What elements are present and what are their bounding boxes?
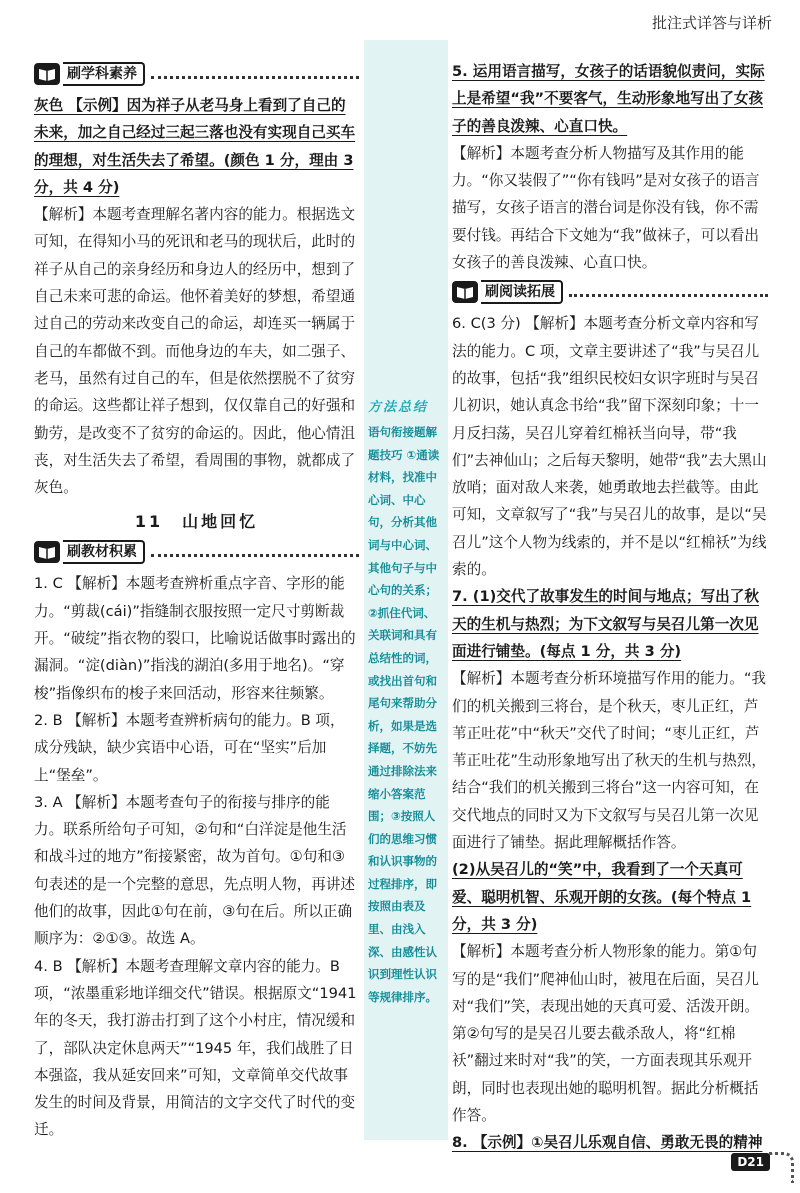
q8-answer: 8. 【示例】①吴召儿乐观自信、勇敢无畏的精神: [452, 1134, 763, 1152]
corner-decoration: [769, 1152, 794, 1183]
q1-answer: 1. C 【解析】本题考查辨析重点字音、字形的能力。“剪裁(cái)”指缝制衣服按照一定尺寸剪断裁开。“破绽”指衣物的裂口，比喻说话做事时露出的漏洞。“淀(diàn)”指浅的湖泊(多用于地名)。“穿梭”指像织布的梭子来回活动，形容来往频繁。: [34, 575, 356, 702]
q5-explanation: 【解析】本题考查分析人物描写及其作用的能力。“你又装假了”“你有钱吗”是对女孩子的语言描写，女孩子语言的潜台词是你没有钱，你不需要付钱。再结合下文她为“我”做袜子，可以看出女孩子的善良泼辣、心直口快。: [452, 144, 760, 272]
section-label: 刷阅读拓展: [481, 280, 563, 304]
q4-answer: 4. B 【解析】本题考查理解文章内容的能力。B 项，“浓墨重彩地详细交代”错误。根据原文“1941 年的冬天，我打游击打到了这个小村庄，情况缓和了，部队决定休息两天”“1945 年，我们战胜了日本强盗，我从延安回来”可知，文章简单交代故事发生的时间及背景，用简洁的文字交代了时代的变迁。: [34, 957, 357, 1139]
method-summary-title: 方法总结: [368, 400, 429, 415]
q3-answer: 3. A 【解析】本题考查句子的衔接与排序的能力。联系所给句子可知，②句和“白洋淀是他生活和战斗过的地方”衔接紧密，故为首句。①句和③句表述的是一个完整的意思，先点明人物，再讲述他们的故事，因此①句在前，③句在后。所以正确顺序为：②①③。故选 A。: [34, 793, 356, 948]
q12-explanation: 【解析】本题考查理解名著内容的能力。根据选文可知，在得知小马的死讯和老马的现状后，此时的祥子从自己的亲身经历和身边人的经历中，想到了自己未来可悲的命运。他怀着美好的梦想，希望通过自己的劳动来改变自己的命运，却连买一辆属于自己的车都做不到。而他身边的车夫，如二强子、老马，虽然有过自己的车，但是依然摆脱不了贫穷的命运。这些都让祥子想到，仅仅靠自己的好强和勤劳，是改变不了贫穷的命运的。因此，他心情沮丧，对生活失去了希望，看周围的事物，就都成了灰色。: [34, 206, 356, 497]
dotted-divider: [569, 288, 768, 297]
q7-2-answer: (2)从吴召儿的“笑”中，我看到了一个天真可爱、聪明机智、乐观开朗的女孩。(每个特点 1 分，共 3 分): [452, 861, 752, 933]
section-label: 刷学科素养: [63, 62, 145, 86]
page-number-badge: D21: [731, 1153, 770, 1171]
page-header-title: 批注式详答与详析: [651, 14, 772, 32]
section-header-reading: [452, 278, 768, 306]
left-column: [34, 58, 359, 1144]
dotted-divider: [151, 70, 359, 79]
section-label: 刷教材积累: [63, 540, 145, 564]
q2-answer: 2. B 【解析】本题考查辨析病句的能力。B 项，成分残缺，缺少宾语中心语，可在“坚实”后加上“堡垒”。: [34, 711, 345, 784]
book-icon: [34, 541, 60, 563]
dotted-divider: [151, 548, 359, 557]
book-icon: [452, 281, 478, 303]
q5-answer: 5. 运用语言描写，女孩子的话语貌似责问，实际上是希望“我”不要客气，生动形象地写出了女孩子的善良泼辣、心直口快。: [452, 63, 765, 135]
method-summary-text: 语句衔接题解题技巧 ①通读材料，找准中心词、中心句，分析其他词与中心词、其他句子与中心句的关系；②抓住代词、关联词和具有总结性的词，或找出首句和尾句来帮助分析，如果是选择题，不妨先通过排除法来缩小答案范围；③按照人们的思维习惯和认识事物的过程排序，即按照由表及里、由浅入深、由感性认识到理性认识等规律排序。: [368, 425, 440, 1004]
q6-answer: 6. C(3 分) 【解析】本题考查分析文章内容和写法的能力。C 项，文章主要讲述了“我”与吴召儿的故事，包括“我”组织民校妇女识字班时与吴召儿初识，她认真念书给“我”留下深刻印象；十一月反扫荡，吴召儿穿着红棉袄当向导，带“我们”去神仙山；之后每天黎明，她带“我”去大黑山放哨；面对敌人来袭，她勇敢地去拦截等。由此可知，文章叙写了“我”与吴召儿的故事，是以“吴召儿”这个人物为线索的，并不是以“红棉袄”为线索的。: [452, 315, 767, 579]
q12-answer: 灰色 【示例】因为祥子从老马身上看到了自己的未来，加之自己经过三起三落也没有实现自己买车的理想，对生活失去了希望。(颜色 1 分，理由 3 分，共 4 分): [34, 97, 356, 196]
q7-1-explanation: 【解析】本题考查分析环境描写作用的能力。“我们的机关搬到三将台，是个秋天，枣儿正红，芦苇正吐花”中“秋天”交代了时间；“枣儿正红，芦苇正吐花”生动形象地写出了秋天的生机与热烈，结合“我们的机关搬到三将台”这一内容可知，在交代地点的同时又为下文叙写与吴召儿第一次见面进行了铺垫。据此理解概括作答。: [452, 670, 767, 852]
right-column: [452, 58, 768, 1157]
q7-1-answer: 7. (1)交代了故事发生的时间与地点；写出了秋天的生机与热烈；为下文叙写与吴召儿第一次见面进行铺垫。(每点 1 分，共 3 分): [452, 588, 759, 660]
section-header-subject-literacy: [34, 60, 359, 88]
book-icon: [34, 63, 60, 85]
lesson-title: 11 山地回忆: [134, 512, 259, 532]
section-header-textbook: [34, 538, 359, 566]
q7-2-explanation: 【解析】本题考查分析人物形象的能力。第①句写的是“我们”爬神仙山时，被甩在后面，吴召儿对“我们”笑，表现出她的天真可爱、活泼开朗。第②句写的是吴召儿要去截杀敌人，将“红棉袄”翻过来时对“我”的笑，一方面表现其乐观开朗，同时也表现出她的聪明机智。据此分析概括作答。: [452, 943, 759, 1124]
method-summary-sidebar: [364, 40, 448, 1140]
